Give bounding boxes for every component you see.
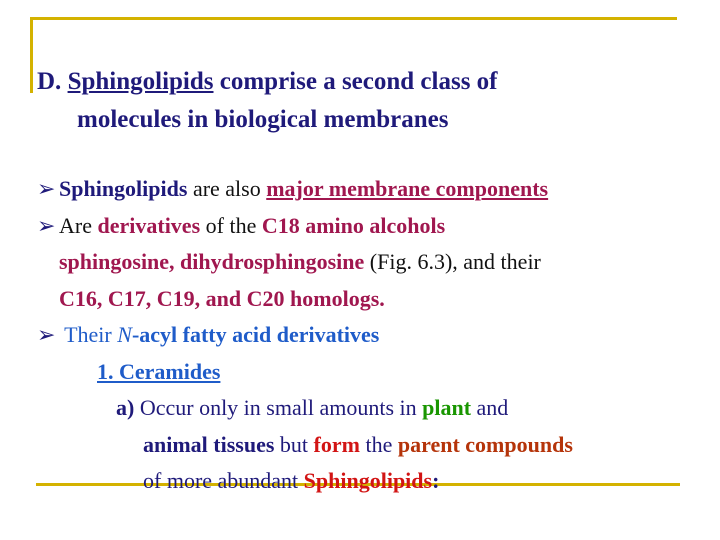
title-underlined-term: Sphingolipids — [67, 68, 214, 95]
bullet-3: ➢ Their N-acyl fatty acid derivatives — [37, 317, 573, 354]
arrow-bullet-icon: ➢ — [37, 212, 56, 238]
arrow-bullet-icon: ➢ — [37, 322, 56, 347]
bullet-1: ➢ Sphingolipids are also major membrane components — [37, 171, 573, 208]
frame-left-line — [30, 17, 33, 93]
slide-title — [37, 63, 498, 139]
bullet-2-continued-1: sphingosine, dihydrosphingosine (Fig. 6.3), and their — [59, 249, 541, 274]
title-line-1: D. Sphingolipids comprise a second class of — [37, 68, 498, 95]
frame-top-line — [30, 17, 677, 20]
item-a-continued-1: animal tissues but form the parent compounds — [143, 431, 573, 457]
slide-body — [37, 171, 573, 500]
bullet-2-continued-2: C16, C17, C19, and C20 homologs. — [59, 285, 385, 311]
title-line-2: molecules in biological membranes — [77, 106, 449, 133]
arrow-bullet-icon: ➢ — [37, 176, 56, 201]
item-a-continued-2: of more abundant Sphingolipids: — [143, 468, 440, 493]
item-a: a) Occur only in small amounts in plant and — [116, 395, 509, 420]
bullet-2: ➢ Are derivatives of the C18 amino alcohols — [37, 208, 573, 245]
section-heading: 1. Ceramides — [97, 358, 221, 384]
